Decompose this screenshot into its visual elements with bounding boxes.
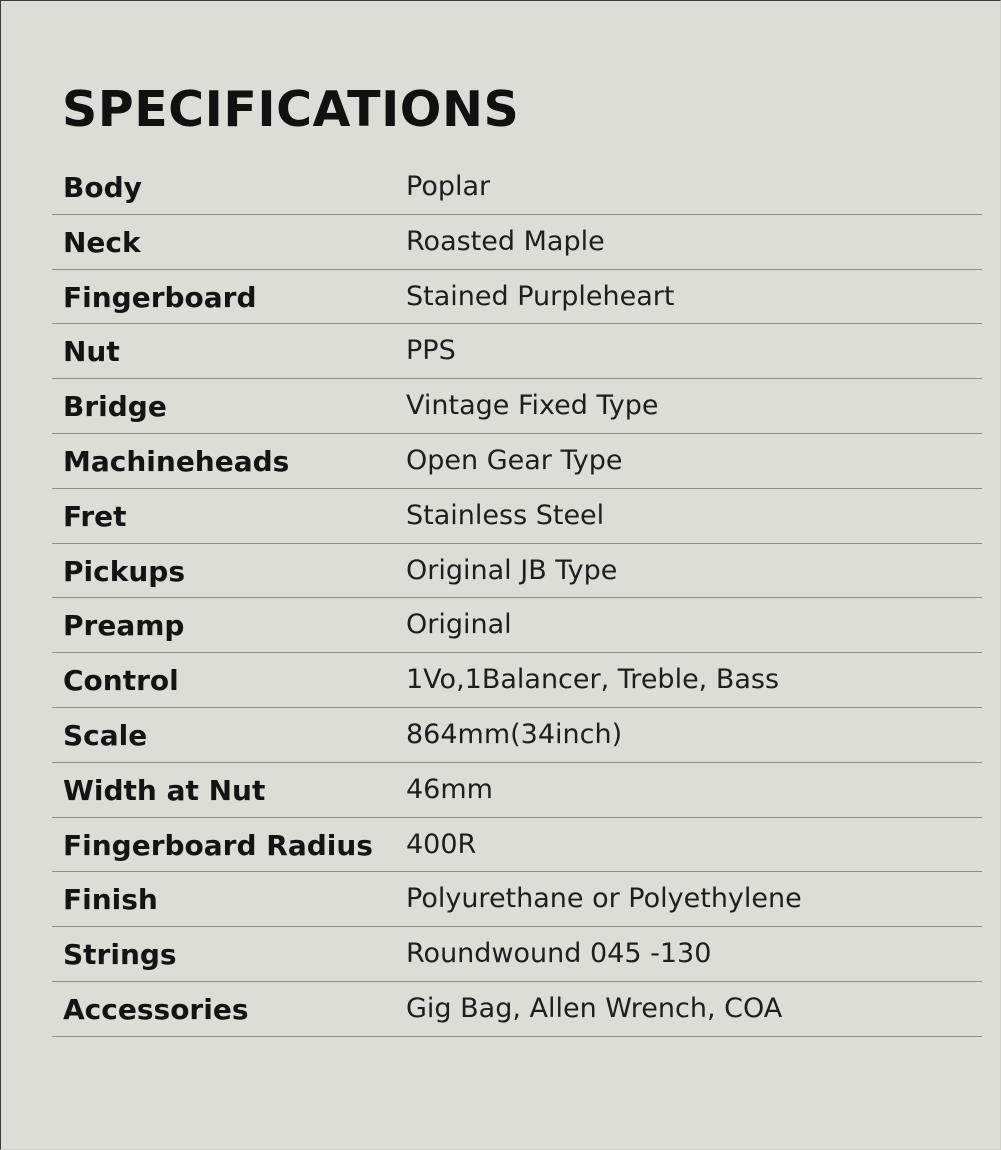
spec-label: Width at Nut	[63, 773, 266, 807]
spec-value: Vintage Fixed Type	[406, 390, 659, 422]
spec-label: Fingerboard Radius	[63, 828, 373, 862]
spec-label: Fret	[63, 499, 127, 533]
spec-label: Neck	[63, 225, 141, 259]
spec-value: 46mm	[406, 773, 493, 805]
table-row	[52, 818, 982, 873]
spec-label: Fingerboard	[63, 280, 257, 314]
spec-label: Strings	[63, 938, 177, 972]
table-row	[52, 324, 982, 379]
table-row	[52, 544, 982, 599]
table-row	[52, 215, 982, 270]
spec-value: 400R	[406, 828, 477, 860]
spec-table	[52, 160, 982, 1037]
spec-label: Machineheads	[63, 444, 290, 478]
spec-value: Polyurethane or Polyethylene	[406, 883, 802, 915]
spec-label: Bridge	[63, 390, 167, 424]
table-row	[52, 763, 982, 818]
spec-label: Pickups	[63, 554, 185, 588]
table-row	[52, 379, 982, 434]
spec-value: Stainless Steel	[406, 499, 605, 531]
spec-value: Open Gear Type	[406, 444, 623, 476]
spec-label: Scale	[63, 718, 148, 752]
spec-value: Gig Bag, Allen Wrench, COA	[406, 992, 783, 1024]
table-row	[52, 270, 982, 325]
table-row	[52, 872, 982, 927]
table-row	[52, 927, 982, 982]
spec-value: Roasted Maple	[406, 225, 605, 257]
table-row	[52, 160, 982, 215]
spec-label: Control	[63, 664, 179, 698]
spec-label: Finish	[63, 883, 158, 917]
spec-label: Body	[63, 171, 142, 204]
spec-value: PPS	[406, 335, 456, 367]
spec-value: Poplar	[406, 171, 491, 202]
spec-value: 864mm(34inch)	[406, 718, 623, 750]
table-row	[52, 708, 982, 763]
spec-label: Preamp	[63, 609, 185, 643]
spec-value: 1Vo,1Balancer, Treble, Bass	[406, 664, 780, 696]
page-title: SPECIFICATIONS	[62, 81, 520, 138]
table-row	[52, 434, 982, 489]
table-row	[52, 982, 982, 1037]
table-row	[52, 598, 982, 653]
table-row	[52, 489, 982, 544]
table-row	[52, 653, 982, 708]
spec-value: Stained Purpleheart	[406, 280, 675, 312]
spec-value: Original	[406, 609, 512, 641]
spec-label: Nut	[63, 335, 120, 369]
spec-value: Original JB Type	[406, 554, 618, 586]
spec-value: Roundwound 045 -130	[406, 938, 712, 970]
spec-label: Accessories	[63, 992, 249, 1026]
